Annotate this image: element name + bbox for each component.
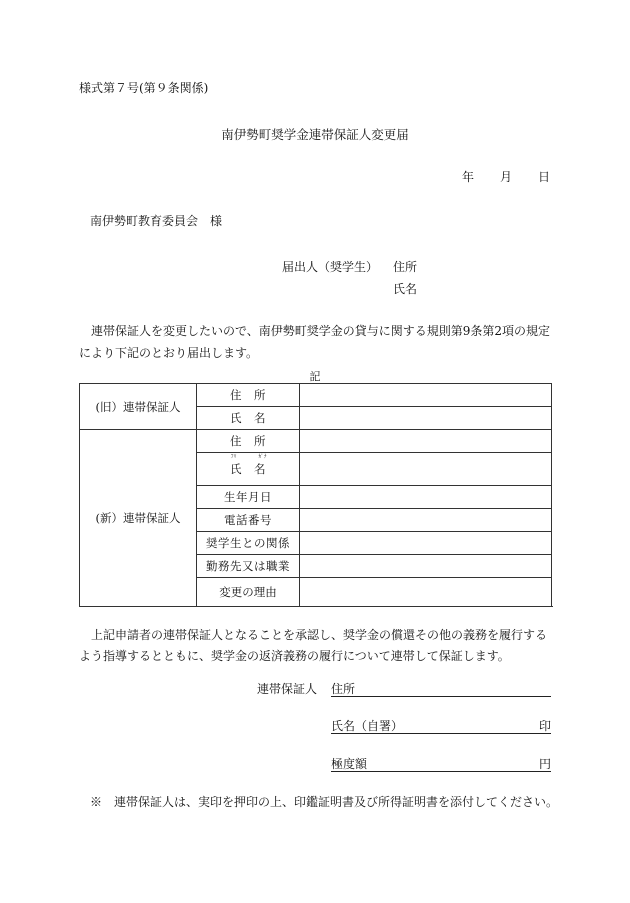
new-name-field[interactable] [300, 453, 552, 486]
old-name-field[interactable] [300, 407, 552, 430]
date-month: 月 [499, 170, 512, 184]
guarantor-label: 連帯保証人 [257, 682, 318, 696]
submitter-label: 届出人（奨学生） [282, 260, 379, 274]
table-row [80, 384, 552, 407]
new-address-field[interactable] [300, 430, 552, 453]
new-name-label-wrap [230, 454, 267, 477]
guarantor-change-table [79, 383, 552, 607]
form-number: 様式第７号(第９条関係) [79, 81, 209, 95]
phone-label: 電話番号 [197, 509, 300, 532]
new-name-label: 氏 名 [230, 462, 266, 476]
phone-field[interactable] [300, 509, 552, 532]
new-name-label-cell [197, 453, 300, 486]
seal-mark: 印 [538, 719, 551, 733]
workplace-label: 勤務先又は職業 [197, 555, 300, 578]
furigana-label-2: ｶﾞﾅ [258, 454, 267, 460]
submitter-name-label: 氏名 [393, 282, 418, 296]
reason-label: 変更の理由 [197, 578, 300, 607]
promise-paragraph [79, 625, 553, 667]
old-name-label: 氏 名 [197, 407, 300, 430]
relationship-field[interactable] [300, 532, 552, 555]
guarantor-address-field[interactable] [331, 680, 551, 697]
workplace-field[interactable] [300, 555, 552, 578]
date-year: 年 [461, 170, 474, 184]
ki-heading: 記 [309, 370, 321, 383]
date-line [462, 168, 550, 185]
submitter-address-label: 住所 [393, 260, 418, 274]
old-address-label: 住 所 [197, 384, 300, 407]
birthdate-field[interactable] [300, 486, 552, 509]
old-guarantor-header: (旧）連帯保証人 [80, 384, 197, 430]
new-address-label: 住 所 [197, 430, 300, 453]
relationship-label: 奨学生との関係 [197, 532, 300, 555]
new-guarantor-header: (新）連帯保証人 [80, 430, 197, 607]
guarantor-name-label: 氏名（自署） [331, 719, 404, 733]
page-title: 南伊勢町奨学金連帯保証人変更届 [221, 127, 409, 142]
promise-text: 上記申請者の連帯保証人となることを承認し、奨学金の償還その他の義務を履行するよう指導するとともに、奨学金の返済義務の履行について連帯して保証します。 [79, 628, 548, 663]
guarantor-address-label: 住所 [331, 682, 356, 696]
birthdate-label: 生年月日 [197, 486, 300, 509]
furigana-label-1: ﾌﾘ [231, 454, 238, 460]
date-day: 日 [537, 170, 550, 184]
addressee: 南伊勢町教育委員会 様 [90, 214, 223, 228]
reason-field[interactable] [300, 578, 552, 607]
footnote: ※ 連帯保証人は、実印を押印の上、印鑑証明書及び所得証明書を添付してください。 [90, 795, 559, 809]
table-row [80, 430, 552, 453]
intro-text: 連帯保証人を変更したいので、南伊勢町奨学金の貸与に関する規則第9条第2項の規定により下記のとおり届出します。 [79, 324, 551, 360]
intro-paragraph [79, 320, 553, 364]
limit-label: 極度額 [331, 757, 368, 771]
guarantor-limit-field[interactable] [331, 755, 551, 772]
yen-unit: 円 [538, 757, 551, 771]
old-address-field[interactable] [300, 384, 552, 407]
guarantor-signature-field[interactable] [331, 717, 551, 734]
